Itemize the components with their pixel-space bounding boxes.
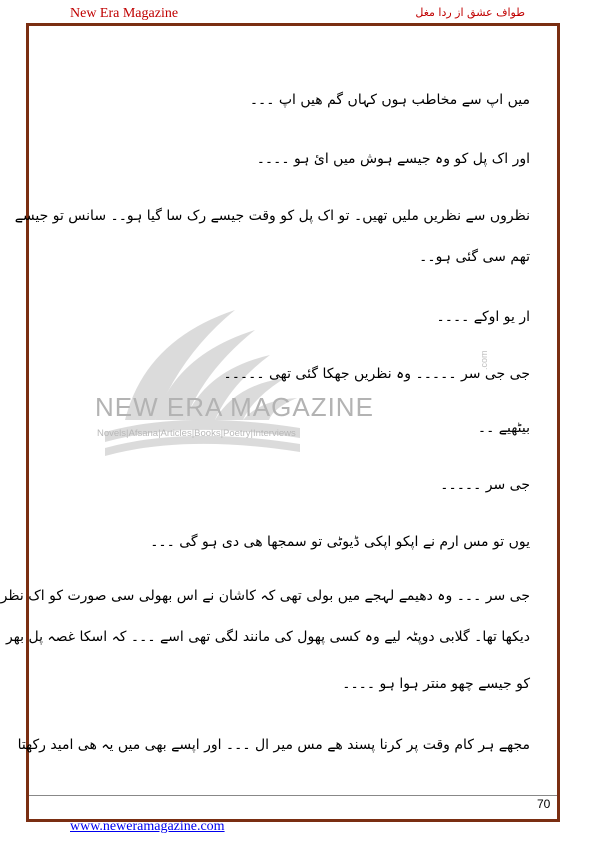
watermark-title: NEW ERA MAGAZINE <box>95 392 374 422</box>
text-line-3: نظروں سے نظریں ملیں تھیں۔ تو اک پل کو وقت جیسے رک سا گیا ہو۔۔ سانس تو جیسے <box>14 208 530 224</box>
magazine-name: New Era Magazine <box>70 6 179 21</box>
text-line-7: بیٹھیے ۔۔ <box>477 420 530 436</box>
text-line-8: جی سر ۔۔۔۔۔ <box>440 477 530 493</box>
page-number-rule <box>29 795 557 796</box>
text-line-12: کو جیسے چھو منتر ہوا ہو ۔۔۔۔ <box>342 676 530 692</box>
text-line-4: تھم سی گئی ہو۔۔ <box>419 249 530 265</box>
text-line-1: میں اپ سے مخاطب ہوں کہاں گم ھیں اپ ۔۔۔ <box>249 92 530 108</box>
text-line-13: مجھے ہر کام وقت پر کرنا پسند ھے مس میر ال ۔۔۔ اور اپسے بھی میں یہ ھی امید رکھتا <box>17 737 530 753</box>
text-line-10: جی سر ۔۔۔ وہ دھیمے لہجے میں بولی تھی کہ کاشان نے اس بھولی سی صورت کو اک نظر <box>0 588 530 604</box>
text-line-5: ار یو اوکے ۔۔۔۔ <box>436 309 530 325</box>
page-number: 70 <box>537 797 551 811</box>
text-line-2: اور اک پل کو وہ جیسے ہوش میں ائ ہو ۔۔۔۔ <box>256 151 530 167</box>
text-line-6: جی جی سر ۔۔۔۔۔ وہ نظریں جھکا گئی تھی ۔۔۔۔۔ <box>223 366 530 382</box>
novel-title: طواف عشق از ردا مغل <box>415 6 525 19</box>
text-line-11: دیکھا تھا۔ گلابی دوپٹہ لیے وہ کسی پھول کی مانند لگی تھی اسے ۔۔۔ کہ اسکا غصہ پل بھر <box>5 629 530 645</box>
website-link[interactable]: www.neweramagazine.com <box>70 819 225 834</box>
watermark-subtitle: Novels|Afsana|Articles|Books|Poetry|Interviews <box>97 428 296 439</box>
text-line-9: یوں تو مس ارم نے اپکو اپکی ڈیوٹی تو سمجھا ھی دی ہو گی ۔۔۔ <box>150 534 530 550</box>
watermark-suffix: .com <box>479 350 489 370</box>
